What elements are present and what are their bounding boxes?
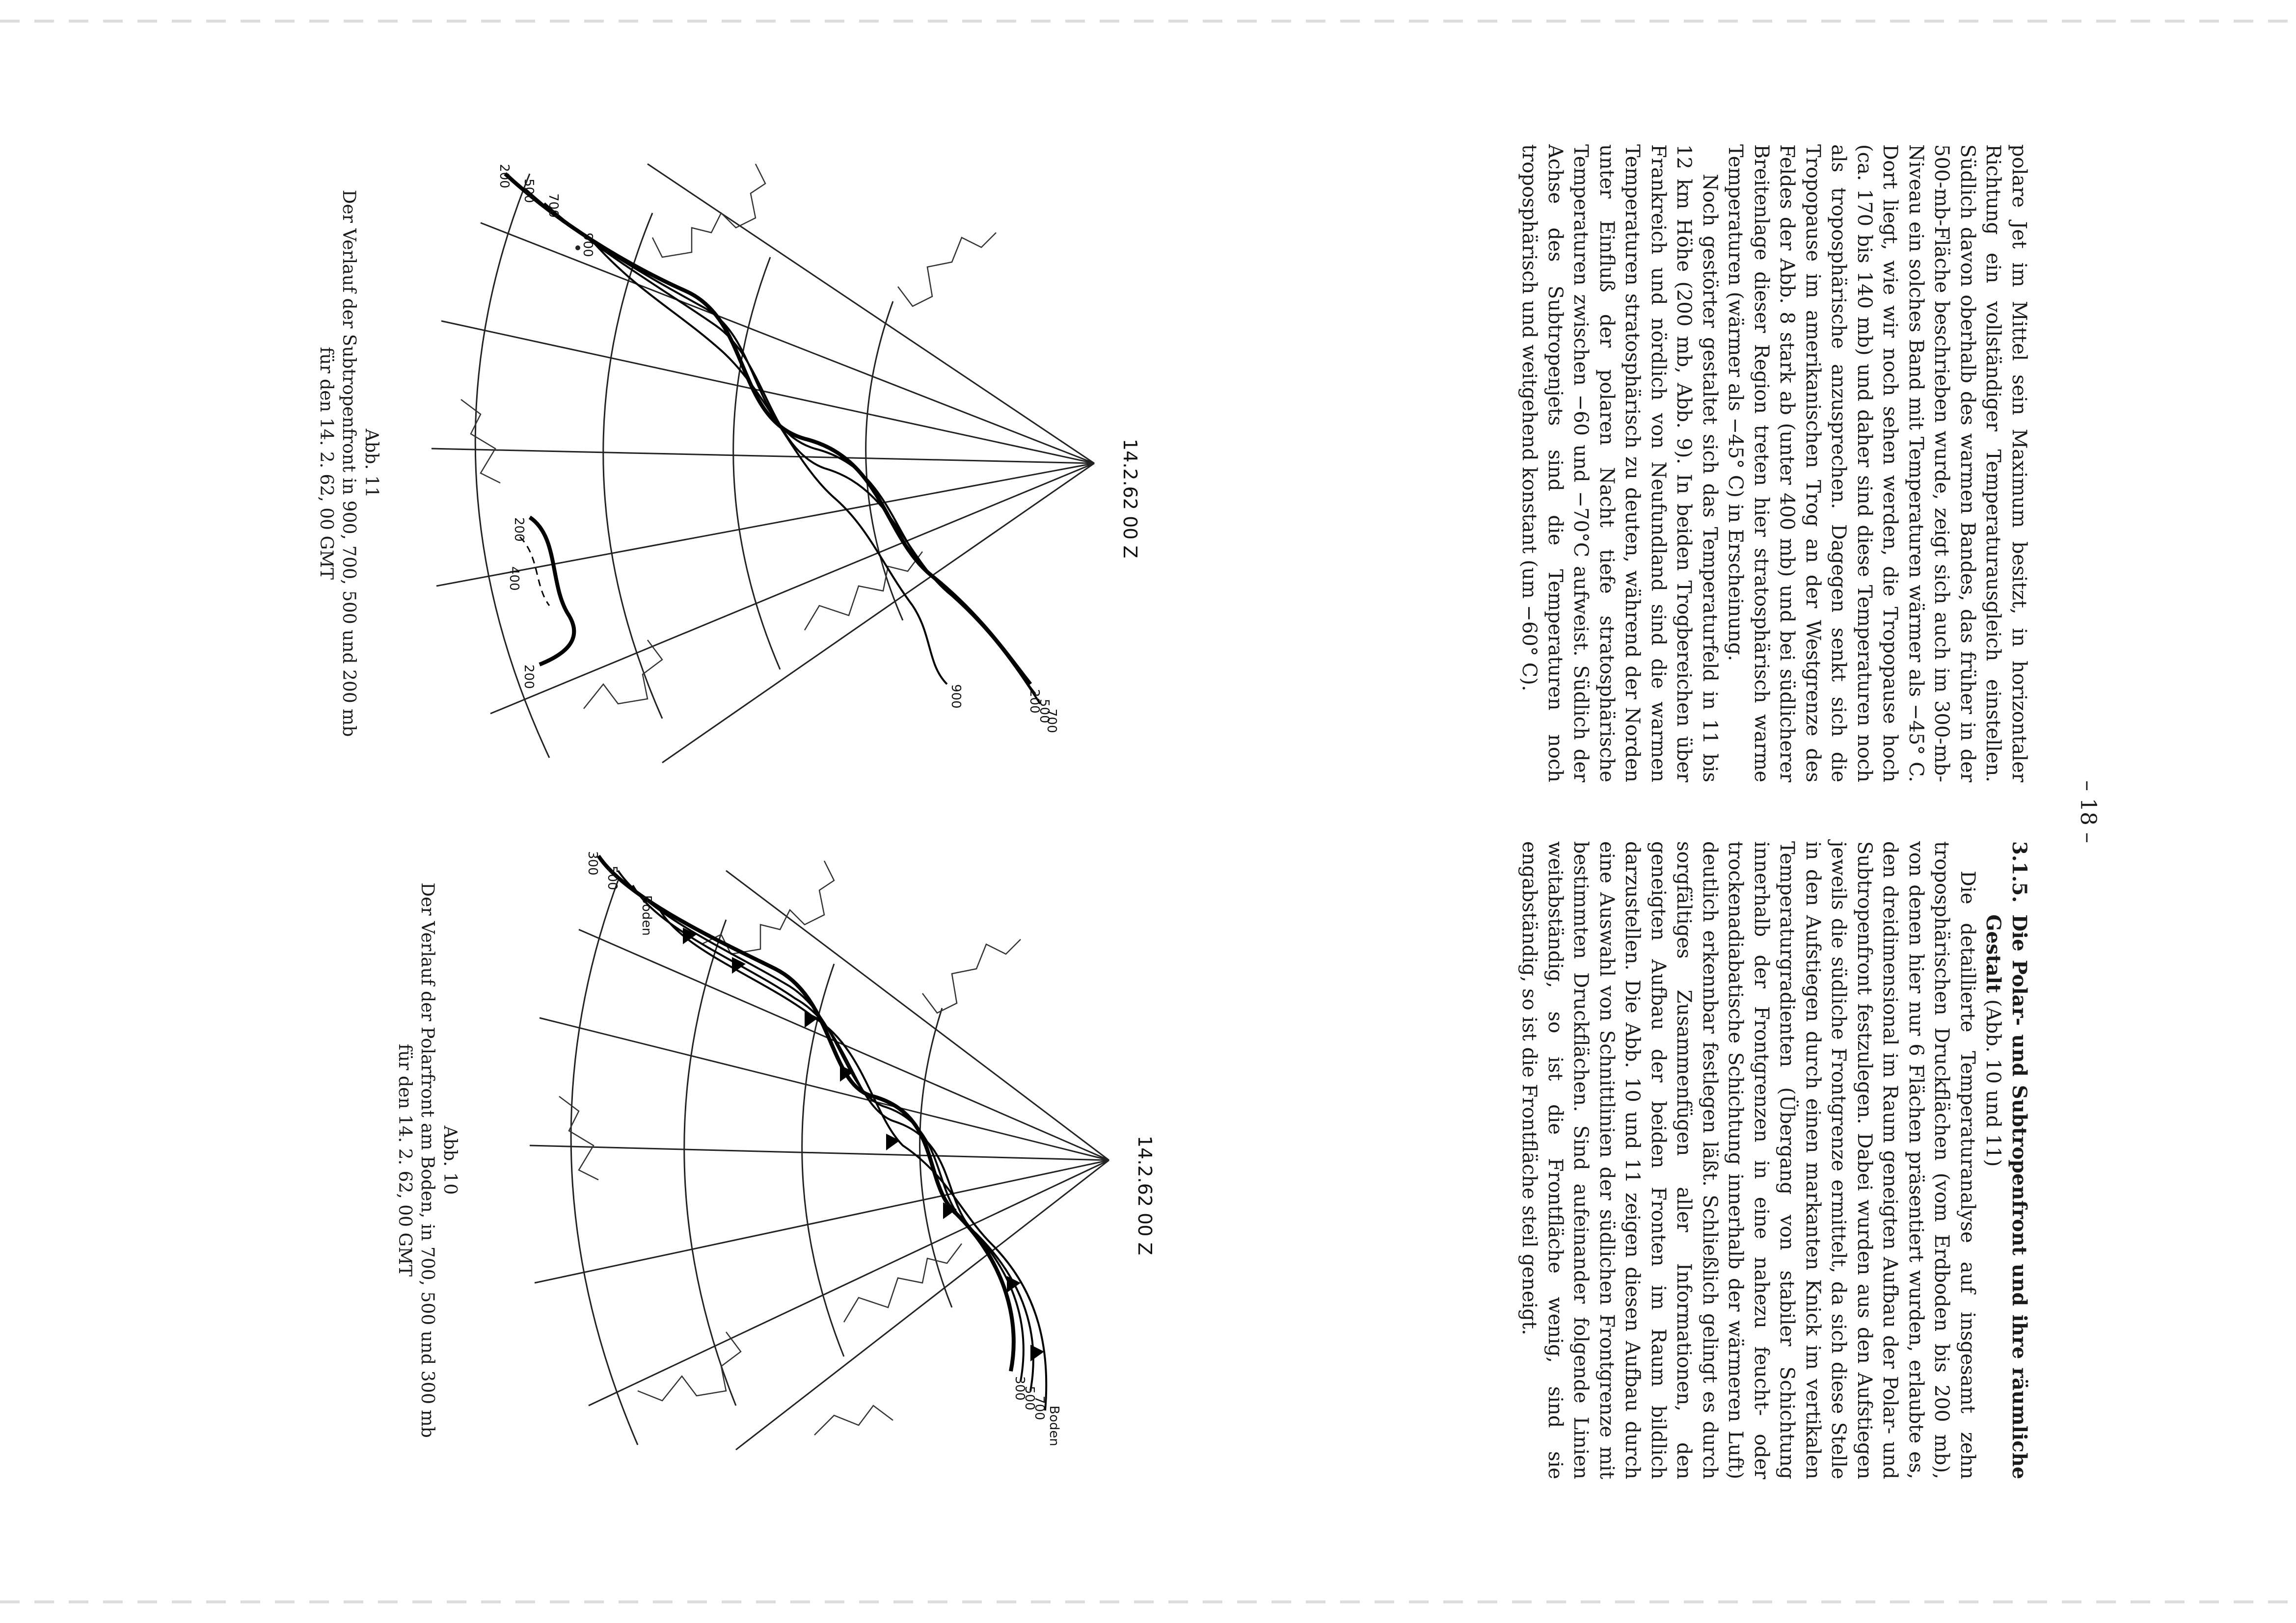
meridian [530,1145,1109,1160]
coastline [584,640,662,709]
section-title: Die Polar- und Subtropenfront und ihre räumliche Gestalt [1982,914,2031,1479]
front-triangle [1030,1345,1044,1361]
front-700 [633,885,1033,1391]
caption-text: für den 14. 2. 62, 00 GMT [394,1043,415,1277]
scan-edge-top [0,20,2296,23]
coastline [814,1406,893,1435]
right-column [1516,841,2032,1479]
front-label: 200 [511,517,526,542]
meridian [436,463,1094,586]
figure-10-caption [393,822,461,1499]
figure-10-stamp: 14.2.62 00 Z [1134,1135,1156,1255]
paragraph: polare Jet im Mittel sein Maximum besitzt, in horizontaler Richtung ein vollständiger Temperaturausgleich einstellen. Südlich davon oberhalb des warmen Bandes, das früher in der 500-mb-Fläche beschrieben wurde, zeigt sich auch im 300-mb-Niveau ein solches Band mit Temperaturen wärmer als −45° C. Dort liegt, wie wir noch sehen werden, die Tropopause hoch (ca. 170 bis 140 mb) und daher sind diese Temperaturen noch als troposphärische anzusprechen. Dagegen senkt sich die Tropopause im amerikanischen Trog an der Westgrenze des Feldes der Abb. 8 stark ab (unter 400 mb) und bei südlicherer Breitenlage dieser Region treten hier stratosphärisch warme Temperaturen (wärmer als −45° C) in Erscheinung. [1724,144,2030,782]
front-label: 500 [1022,1385,1037,1410]
front-900-east [913,606,947,684]
latitude-arc [571,880,638,1445]
front-label: Boden [1046,1405,1061,1446]
coastline [461,399,500,483]
latitude-arc [603,213,662,718]
front-label: 900 [580,232,595,257]
front-label: 300 [585,851,600,876]
caption-text: für den 14. 2. 62, 00 GMT [316,346,336,580]
coastline [559,1096,598,1180]
caption-title: Abb. 10 [439,1125,460,1195]
page-number: – 18 – [2075,780,2101,843]
meridian [481,223,1094,463]
meridian [589,1160,1109,1406]
caption-title: Abb. 11 [361,428,381,498]
paragraph: Die detaillierte Temperaturanalyse auf insgesamt zehn troposphärischen Druckflächen (vom Erdboden bis 200 mb), von denen hier nur 6 Flächen präsentiert wurden, erlaubte es, den dreidimensional im Raum geneigten Aufbau der Polar- und Subtropenfront festzulegen. Dabei wurden aus den Aufstiegen jeweils die südliche Frontgrenze ermittelt, da sich diese Stelle in den Aufstiegen durch einen markanten Knick im vertikalen Temperaturgradienten (Übergang von stabiler Schichtung innerhalb der Frontgrenzen in eine nahezu feucht- oder trockenadiabatische Schichtung innerhalb der wärmeren Luft) deutlich erkennbar festlegen läßt. Schließlich gelingt es durch sorgfältiges Zusammenfügen aller Informationen, den geneigten Aufbau der beiden Fronten im Raum bildlich darzustellen. Die Abb. 10 und 11 zeigen diesen Aufbau durch eine Auswahl von Schnittlinien der südlichen Frontgrenze mit bestimmten Druckflächen. Sind aufeinander folgende Linien weitabständig, so ist die Frontfläche wenig, sind sie engabständig, so ist die Frontfläche steil geneigt. [1518,841,1979,1479]
latitude-arc [865,301,902,620]
figure-11-map [392,144,1158,782]
coastline [805,552,922,630]
front-label: 500 [604,865,620,890]
front-label: 500 [521,178,536,203]
front-label: 700 [1044,708,1059,733]
front-300 [598,856,1014,1371]
left-column [1516,144,2032,782]
front-label: 400 [506,566,521,591]
latitude-arc [684,920,735,1406]
front-label: 300 [1012,1376,1027,1401]
scan-edge-bottom [0,1600,2296,1603]
meridian [540,1018,1109,1160]
figure-11-stamp: 14.2.62 00 Z [1119,438,1141,559]
meridian [441,321,1094,463]
front-900 [594,242,913,606]
caption-text: Der Verlauf der Polarfront am Boden, in 700, 500 und 300 mb [417,882,437,1438]
meridian [432,449,1094,463]
front-label: 200 [1026,689,1042,714]
latitude-arc [919,1008,951,1307]
figure-11 [316,144,1158,782]
meridian [535,1160,1109,1283]
front-label: 700 [1031,1395,1047,1420]
figure-10-map [471,841,1168,1479]
front-label: Boden [639,895,654,936]
rotated-page [166,125,2130,1499]
caption-text: Der Verlauf der Subtropenfront in 900, 700, 500 und 200 mb [338,189,359,737]
figure-10 [394,841,1168,1479]
section-number: 3.1.5. [2007,841,2031,903]
meridian [662,463,1094,763]
meridian [726,871,1109,1160]
coastline [922,939,1021,1013]
latitude-arc [475,174,549,758]
front-500 [618,871,1024,1381]
coastline [898,233,996,306]
front-200-closed [530,517,574,665]
paragraph: Noch gestörter gestaltet sich das Temperaturfeld in 11 bis 12 km Höhe (200 mb, Abb. 9). In beiden Trogbereichen über Frankreich und nördlich von Neufundland sind die warmen Temperaturen stratosphärisch zu deuten, während der Norden unter Einfluß der polaren Nacht tiefe stratosphärische Temperaturen zwischen −60 und −70°C aufweist. Südlich der Achse des Subtropenjets sind die Temperaturen noch troposphärisch und weitgehend konstant (um −60° C). [1518,144,1721,782]
front-label: 200 [521,664,536,689]
latitude-arc [733,257,780,669]
front-label: 200 [496,163,512,188]
figure-11-caption [315,125,382,802]
front-label: 500 [1036,698,1052,723]
front-triangle [886,1134,900,1150]
meridian [490,463,1094,714]
section-ref: (Abb. 10 und 11) [1982,999,2004,1167]
front-label: 900 [948,684,963,709]
coastline [702,861,834,954]
front-500 [525,188,1035,694]
coastline [844,1244,962,1322]
front-400-dashed [520,537,549,606]
section-heading [1980,841,2032,1479]
front-label: 700 [545,193,561,218]
